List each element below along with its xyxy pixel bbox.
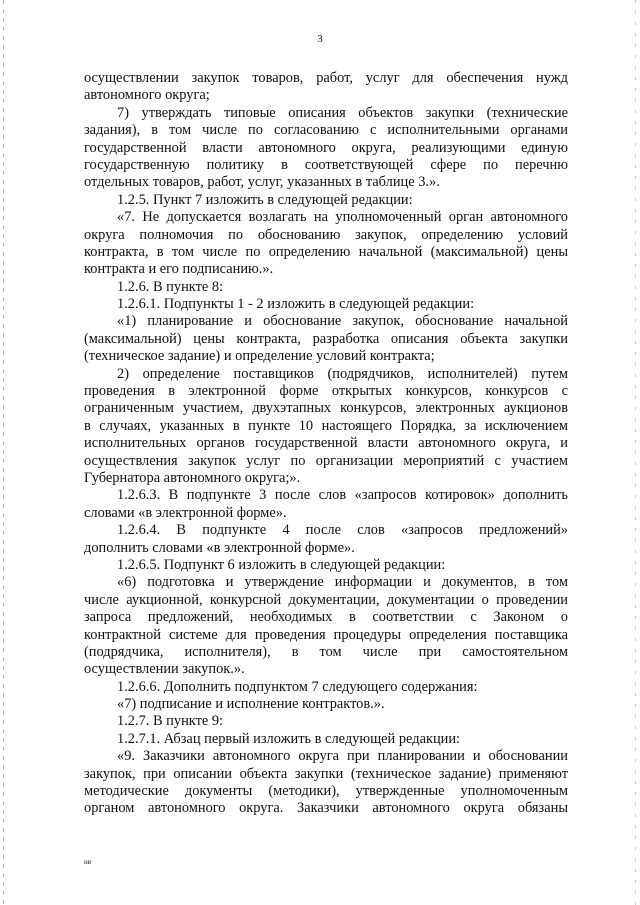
text-line: (максимальной) цены контракта, разработка описания объекта закупки <box>84 330 568 347</box>
text-line: округа полномочия по обоснованию закупок, определению условий <box>84 226 568 243</box>
text-line: методические документы (методики), утвержденные уполномоченным <box>84 783 568 800</box>
text-line: Губернатора автономного округа;». <box>84 469 301 486</box>
text-line: в случаях, указанных в пункте 10 настоящего Порядка, за исключением <box>84 417 568 434</box>
text-line: (подрядчика, исполнителя), в том числе при самостоятельном <box>84 643 568 660</box>
text-line: закупок, при описании объекта закупки (техническое задание) применяют <box>84 765 568 782</box>
text-line: автономного округа; <box>84 87 210 104</box>
text-line: числе аукционной, конкурсной документации, документации о проведении <box>84 591 568 608</box>
text-line: контрактной системе для проведения процедуры определения поставщика <box>84 626 568 643</box>
text-line: 1.2.6.4. В подпункте 4 после слов «запросов предложений» <box>117 522 568 539</box>
text-line: 1.2.6.1. Подпункты 1 - 2 изложить в следующей редакции: <box>117 296 475 313</box>
text-line: осуществления закупок услуг по организации мероприятий с участием <box>84 452 568 469</box>
text-line: отдельных товаров, работ, услуг, указанных в таблице 3.». <box>84 174 440 191</box>
text-line: 1.2.6. В пункте 8: <box>117 278 224 295</box>
text-line: 7) утверждать типовые описания объектов закупки (технические <box>117 104 568 121</box>
text-line: словами «в электронной форме». <box>84 504 287 521</box>
text-line: запроса предложений, необходимых в соответствии с Законом о <box>84 609 568 626</box>
scan-edge-right <box>635 0 636 905</box>
text-line: 1.2.6.5. Подпункт 6 изложить в следующей редакции: <box>117 556 446 573</box>
text-line: 1.2.6.3. В подпункте 3 после слов «запросов котировок» дополнить <box>117 487 568 504</box>
text-line: государственной власти автономного округа, реализующими единую <box>84 139 568 156</box>
text-line: (техническое задание) и определение условий контракта; <box>84 348 435 365</box>
text-line: «7) подписание и исполнение контрактов.». <box>117 696 385 713</box>
text-line: «1) планирование и обоснование закупок, обоснование начальной <box>117 313 568 330</box>
text-line: ограниченным участием, двухэтапных конкурсов, электронных аукционов <box>84 400 568 417</box>
text-line: 1.2.7.1. Абзац первый изложить в следующей редакции: <box>117 730 461 747</box>
footer-mark: нв <box>84 858 92 866</box>
text-line: контракта и его подписанию.». <box>84 261 274 278</box>
document-body <box>84 70 568 818</box>
text-line: государственную политику в соответствующей сфере по перечню <box>84 156 568 173</box>
text-line: 1.2.7. В пункте 9: <box>117 713 224 730</box>
text-line: осуществлении закупок товаров, работ, услуг для обеспечения нужд <box>84 70 568 86</box>
text-line: 1.2.5. Пункт 7 изложить в следующей редакции: <box>117 191 413 208</box>
scan-edge-left <box>3 0 4 905</box>
text-line: «7. Не допускается возлагать на уполномоченный орган автономного <box>117 209 568 226</box>
text-line: 1.2.6.6. Дополнить подпунктом 7 следующего содержания: <box>117 678 478 695</box>
text-line: исполнительных органов государственной власти автономного округа, и <box>84 435 568 452</box>
text-line: контракта, в том числе по определению начальной (максимальной) цены <box>84 243 568 260</box>
text-line: проведения в электронной форме открытых конкурсов, конкурсов с <box>84 383 568 400</box>
text-line: «9. Заказчики автономного округа при планировании и обосновании <box>117 748 568 765</box>
text-line: 2) определение поставщиков (подрядчиков, исполнителей) путем <box>117 365 568 382</box>
text-line: органом автономного округа. Заказчики автономного округа обязаны <box>84 800 568 817</box>
text-line: осуществлении закупок.». <box>84 661 245 678</box>
text-line: задания), в том числе по согласованию с исполнительными органами <box>84 122 568 139</box>
text-line: «6) подготовка и утверждение информации и документов, в том <box>117 574 568 591</box>
text-line: дополнить словами «в электронной форме». <box>84 539 355 556</box>
page-number: 3 <box>317 33 323 45</box>
